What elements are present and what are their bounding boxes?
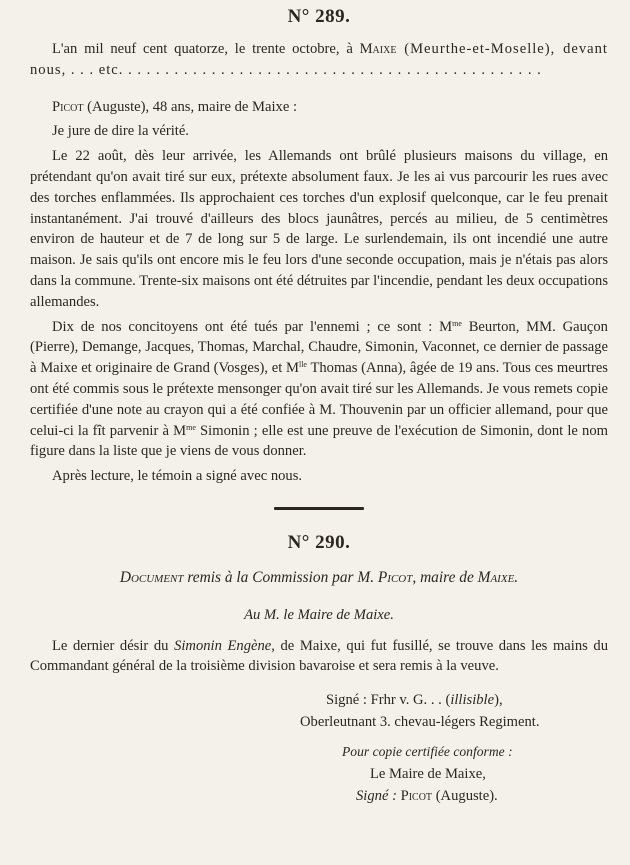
doc-290-mayor-signature: Signé : Picot (Auguste). [356, 788, 498, 805]
doc-290-mayor: Le Maire de Maixe, [370, 766, 486, 783]
doc-290-title: Document remis à la Commission par M. Picot, maire de Maixe. [119, 568, 519, 586]
doc-290-number: N° 290. [287, 531, 351, 553]
doc-289-paragraph-2: Dix de nos concitoyens ont été tués par l'ennemi ; ce sont : $M^{me}$ Beurton, MM. Gauçon (Pierre), Demange, Jacques, Thomas, Marchal, Chaudre, Simonin, Vaconnet, ce dernier de passage à Maixe et originaire de Grand (Vosges), et $M^{lle}$ Thomas (Anna), âgée de 19 ans. Tous ces meurtres ont été commis sous le prétexte mensonger qu'on avait tiré sur les Allemands. Je vous remets copie certifiée d'une note au crayon qui a été confiée à M. Thouvenin par un officier allemand, pour que celui-ci la fît parvenir à $M^{me}$ Simonin ; elle est une preuve de l'exécution de Simonin, dont le nom figure dans la liste que je viens de vous donner. [30, 318, 608, 460]
doc-289-oath: Je jure de dire la vérité. [52, 123, 189, 140]
doc-290-body: Le dernier désir du Simonin Engène, de Maixe, qui fut fusillé, se trouve dans les mains du Commandant général de la troisième division bavaroise et sera remis à la veuve. [30, 637, 609, 675]
doc-289-closing: Après lecture, le témoin a signé avec nous. [52, 468, 303, 485]
doc-290-address: Au M. le Maire de Maixe. [244, 606, 394, 623]
doc-289-number: N° 289. [287, 6, 351, 27]
section-divider [274, 507, 364, 510]
doc-290-rank: Oberleutnant 3. chevau-légers Regiment. [300, 714, 540, 731]
doc-290-signature: Signé : Frhr v. G. . . (illisible), [326, 692, 503, 709]
doc-289-witness: Picot (Auguste), 48 ans, maire de Maixe : [52, 98, 298, 115]
doc-290-certified: Pour copie certifiée conforme : [342, 744, 513, 760]
doc-289-intro: L'an mil neuf cent quatorze, le trente octobre, à Maixe (Meurthe-et-Moselle), devant nous, . . . etc. . . . . . . . . . . . . . . . . . . . . . . . . . . . . . . . . . . . . . . . . . . . . . [30, 41, 608, 78]
doc-289-paragraph-1: Le 22 août, dès leur arrivée, les Allemands ont brûlé plusieurs maisons du village, en prétendant qu'on avait tiré sur eux, prétexte absolument faux. Je les ai vus parcourir les rues avec des torches enflammées. Ils approchaient ces torches d'un explosif quelconque, car le feu prenait instantanément. J'ai trouvé d'ailleurs des blocs jaunâtres, percés au milieu, de 5 centimètres environ de hauteur et de 7 de long sur 5 de large. Le surlendemain, ils ont incendié une autre maison. Je sais qu'ils ont encore mis le feu lors d'une seconde occupation, mais je n'étais pas alors dans la commune. Trente-six maisons ont été détruites par l'incendie, pendant les deux occupations allemandes. [30, 148, 608, 310]
